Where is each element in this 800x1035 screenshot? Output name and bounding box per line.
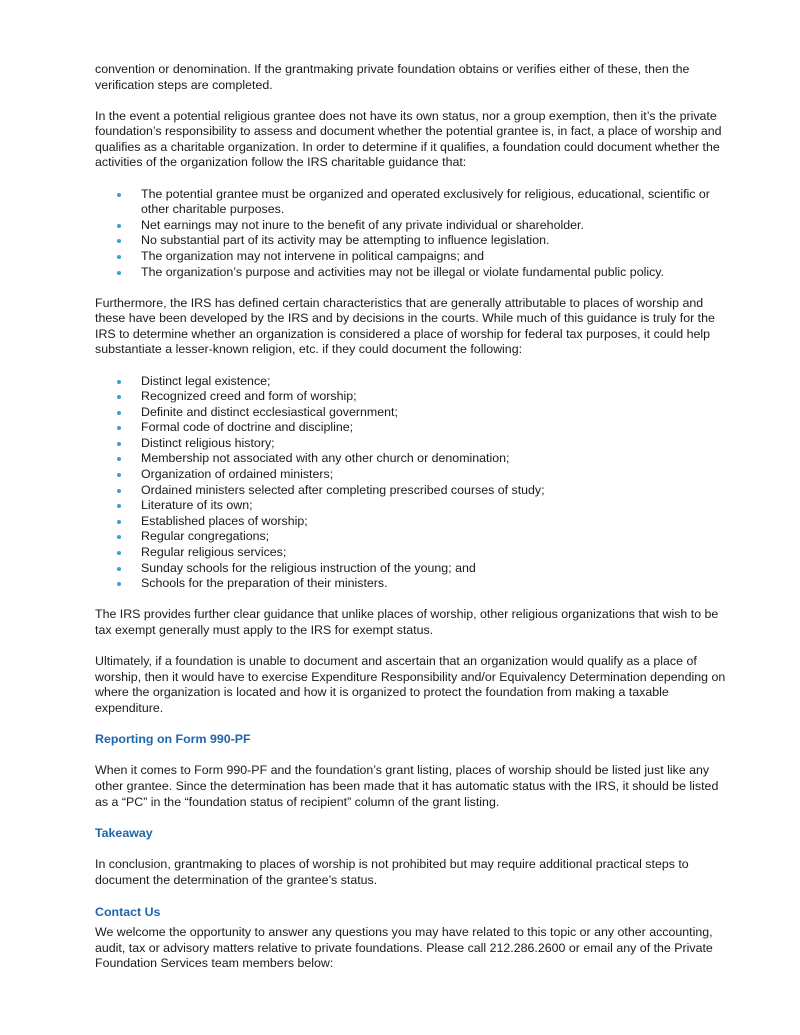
bullet-dot-icon: [117, 520, 121, 524]
bullet-dot-icon: [117, 380, 121, 384]
bullet-dot-icon: [117, 271, 121, 275]
list-item: Organization of ordained ministers;: [95, 467, 727, 483]
list-item: Definite and distinct ecclesiastical government;: [95, 405, 727, 421]
list-item: Schools for the preparation of their ministers.: [95, 576, 727, 592]
bullet-dot-icon: [117, 442, 121, 446]
list-item: Recognized creed and form of worship;: [95, 389, 727, 405]
list-item: Ordained ministers selected after completing prescribed courses of study;: [95, 483, 727, 499]
paragraph-verification: convention or denomination. If the grantmaking private foundation obtains or verifies either of these, then the verification steps are completed.: [95, 62, 690, 92]
paragraph-contact: We welcome the opportunity to answer any questions you may have related to this topic or any other accounting, audit, tax or advisory matters relative to private foundations. Please call 212.286.2600 or email any of the Private Foundation Services team members below:: [95, 925, 713, 971]
list-item: Formal code of doctrine and discipline;: [95, 420, 727, 436]
bullet-dot-icon: [117, 255, 121, 259]
bullet-dot-icon: [117, 473, 121, 477]
bullet-dot-icon: [117, 567, 121, 571]
bullet-dot-icon: [117, 551, 121, 555]
paragraph-expenditure-responsibility: Ultimately, if a foundation is unable to document and ascertain that an organization would qualify as a place of worship, then it would have to exercise Expenditure Responsibility and/or Equivalency Determination depending on where the organization is located and how it is organized to protect the foundation from making a taxable expenditure.: [95, 654, 726, 715]
list-item: The organization may not intervene in political campaigns; and: [95, 249, 727, 265]
bullet-dot-icon: [117, 582, 121, 586]
paragraph-takeaway: In conclusion, grantmaking to places of worship is not prohibited but may require additional practical steps to document the determination of the grantee’s status.: [95, 857, 689, 887]
paragraph-no-status: In the event a potential religious grantee does not have its own status, nor a group exemption, then it’s the private foundation’s responsibility to assess and document whether the potential grantee is, in fact, a place of worship and qualifies as a charitable organization. In order to determine if it qualifies, a foundation could document whether the activities of the organization follow the IRS charitable guidance that:: [95, 108, 722, 170]
paragraph-reporting: When it comes to Form 990-PF and the foundation’s grant listing, places of worship should be listed just like any other grantee. Since the determination has been made that it has automatic status with the IRS, it should be listed as a “PC” in the “foundation status of recipient” column of the grant listing.: [95, 763, 719, 809]
bullet-dot-icon: [117, 239, 121, 243]
document-page: [95, 62, 727, 972]
bullet-dot-icon: [117, 395, 121, 399]
list-item: Distinct religious history;: [95, 436, 727, 452]
bullet-dot-icon: [117, 457, 121, 461]
paragraph-characteristics: Furthermore, the IRS has defined certain characteristics that are generally attributable to places of worship and these have been developed by the IRS and by decisions in the courts. While much of this guidance is truly for the IRS to determine whether an organization is considered a place of worship for federal tax purposes, it could help substantiate a lesser-known religion, etc. if they could document the following:: [95, 295, 715, 357]
list-item: Net earnings may not inure to the benefit of any private individual or shareholder.: [95, 218, 727, 234]
list-item: Regular congregations;: [95, 529, 727, 545]
paragraph-other-religious-orgs: The IRS provides further clear guidance that unlike places of worship, other religious organizations that wish to be tax exempt generally must apply to the IRS for exempt status.: [95, 607, 719, 637]
bullet-dot-icon: [117, 193, 121, 197]
list-item: The organization’s purpose and activities may not be illegal or violate fundamental public policy.: [95, 265, 727, 281]
worship-characteristics-list: [95, 374, 727, 592]
section-heading-reporting: Reporting on Form 990-PF: [95, 732, 251, 747]
bullet-dot-icon: [117, 224, 121, 228]
list-item: Established places of worship;: [95, 514, 727, 530]
bullet-dot-icon: [117, 535, 121, 539]
bullet-dot-icon: [117, 426, 121, 430]
list-item: Literature of its own;: [95, 498, 727, 514]
list-item: Regular religious services;: [95, 545, 727, 561]
charitable-guidance-list: [95, 187, 727, 281]
list-item: Distinct legal existence;: [95, 374, 727, 390]
list-item: No substantial part of its activity may be attempting to influence legislation.: [95, 233, 727, 249]
bullet-dot-icon: [117, 489, 121, 493]
bullet-dot-icon: [117, 504, 121, 508]
list-item: Sunday schools for the religious instruction of the young; and: [95, 561, 727, 577]
list-item: The potential grantee must be organized and operated exclusively for religious, educational, scientific or other charitable purposes.: [95, 187, 727, 218]
bullet-dot-icon: [117, 411, 121, 415]
section-heading-contact: Contact Us: [95, 904, 161, 919]
section-heading-takeaway: Takeaway: [95, 826, 153, 841]
list-item: Membership not associated with any other church or denomination;: [95, 451, 727, 467]
